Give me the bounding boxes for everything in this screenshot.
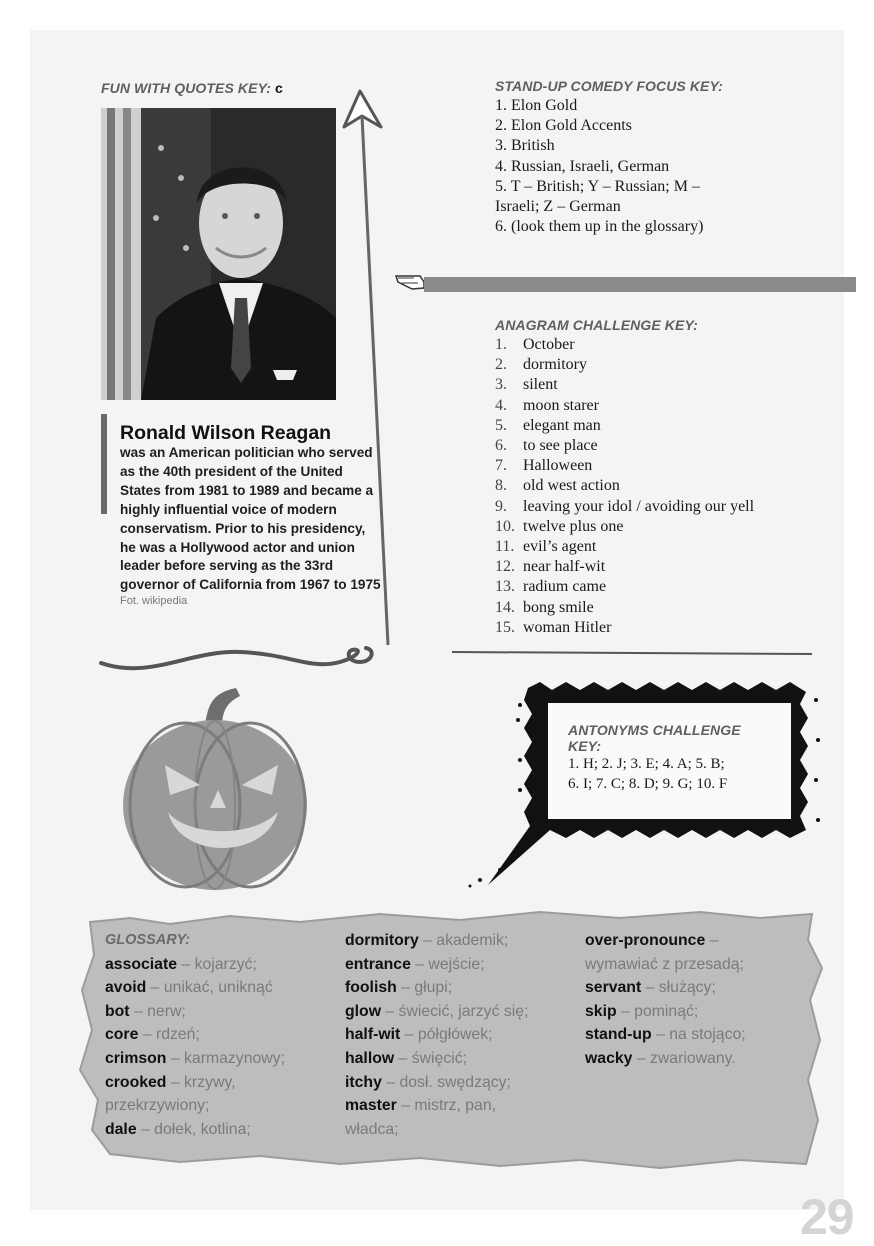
list-item-number: 14.: [495, 598, 515, 616]
anagram-key-label: ANAGRAM CHALLENGE KEY:: [495, 317, 698, 333]
standup-key-label: STAND-UP COMEDY FOCUS KEY:: [495, 78, 723, 94]
glossary-term: stand-up: [585, 1026, 652, 1044]
glossary-entry: [345, 1023, 575, 1047]
glossary-definition: przekrzywiony;: [105, 1097, 210, 1115]
glossary-term: dale: [105, 1120, 137, 1138]
glossary-term: wacky: [585, 1049, 633, 1067]
list-item-number: 8.: [495, 477, 507, 495]
glossary-entry: [105, 953, 335, 977]
glossary-definition: – święcić;: [394, 1049, 468, 1067]
glossary-entry: [105, 1118, 335, 1142]
antonyms-key-label-line2: KEY:: [568, 738, 602, 754]
list-item: [495, 476, 754, 496]
glossary-column-3: [585, 929, 805, 1071]
glossary-entry: [585, 929, 805, 953]
bio-text: was an American politician who served as the 40th president of the United States from 1981 to 1989 and became a highly influential voice of modern conservatism. Prior to his presidency, he was a Hollywood actor and union leader before serving as the 33rd governor of California from 1967 to 1975: [120, 445, 381, 593]
list-item: 4. Russian, Israeli, German: [495, 157, 670, 175]
list-item-number: 1.: [495, 336, 507, 353]
glossary-definition: – mistrz, pan,: [396, 1097, 497, 1115]
glossary-column-1: [105, 929, 335, 1141]
list-item: [495, 517, 754, 537]
glossary-definition: – unikać, uniknąć: [146, 979, 273, 997]
list-item-answer: Halloween: [523, 457, 593, 475]
list-item-number: 15.: [495, 618, 515, 636]
reagan-photo: [101, 108, 336, 400]
list-item-answer: evil’s agent: [523, 538, 597, 556]
glossary-definition: – rdzeń;: [138, 1026, 200, 1044]
glossary-label: GLOSSARY:: [105, 932, 191, 948]
anagram-key: [495, 317, 754, 638]
glossary-definition: –: [705, 932, 719, 949]
list-item: 3. British: [495, 137, 555, 155]
glossary-entry: [105, 1071, 335, 1095]
pointing-hand-icon: [396, 276, 424, 289]
antonyms-key-label-line1: ANTONYMS CHALLENGE: [568, 722, 741, 738]
list-item: [495, 375, 754, 395]
list-item: 1. Elon Gold: [495, 97, 578, 114]
list-item-answer: woman Hitler: [523, 618, 612, 636]
glossary-definition: – dołek, kotlina;: [136, 1120, 251, 1138]
reagan-bio: [101, 414, 381, 608]
list-item: [495, 396, 754, 416]
list-item: [495, 537, 754, 557]
glossary-entry: [345, 929, 575, 953]
glossary-entry: [105, 1000, 335, 1024]
glossary-term: foolish: [345, 979, 397, 997]
list-item-number: 2.: [495, 356, 507, 374]
glossary-definition: – dosł. swędzący;: [381, 1073, 511, 1091]
list-item: [495, 436, 754, 456]
list-item-answer: bong smile: [523, 598, 594, 616]
glossary-definition: – na stojąco;: [651, 1026, 746, 1044]
glossary-term: bot: [105, 1002, 130, 1020]
glossary-definition: – zwariowany.: [632, 1049, 736, 1067]
glossary-definition: – służący;: [641, 979, 716, 997]
list-item-answer: silent: [523, 376, 558, 394]
antonyms-answers-line2: 6. I; 7. C; 8. D; 9. G; 10. F: [568, 776, 728, 792]
list-item-answer: moon starer: [523, 396, 599, 414]
list-item-answer: near half-wit: [523, 558, 606, 576]
list-item-answer: to see place: [523, 437, 598, 455]
list-item-number: 12.: [495, 558, 515, 576]
list-item-number: 3.: [495, 376, 507, 394]
standup-list: [495, 96, 723, 237]
glossary-definition: – pominąć;: [616, 1002, 699, 1020]
glossary-definition: – głupi;: [396, 979, 453, 997]
glossary-definition: – nerw;: [129, 1002, 186, 1020]
list-item: [495, 557, 754, 577]
list-item-answer: October: [523, 336, 575, 353]
glossary-term: master: [345, 1097, 397, 1115]
pumpkin-illustration: [123, 688, 307, 890]
list-item: [495, 355, 754, 375]
list-item-number: 4.: [495, 396, 507, 414]
list-item: [495, 618, 754, 638]
glossary-definition: władca;: [345, 1120, 399, 1138]
glossary-entry: [345, 1118, 575, 1142]
glossary-entry: [345, 1094, 575, 1118]
quotes-key-answer: c: [275, 80, 283, 96]
anagram-separator: [452, 652, 812, 654]
glossary-entry: [345, 1000, 575, 1024]
glossary-entry: [105, 1023, 335, 1047]
glossary-definition: – wejście;: [410, 955, 485, 973]
glossary-entry: [345, 953, 575, 977]
list-item: [495, 456, 754, 476]
glossary-term: associate: [105, 955, 178, 973]
bio-name: Ronald Wilson Reagan: [120, 422, 332, 444]
glossary-term: core: [105, 1026, 139, 1044]
list-item-answer: elegant man: [523, 416, 601, 434]
glossary-definition: – karmazynowy;: [166, 1049, 285, 1067]
glossary-term: over-pronounce: [585, 932, 706, 949]
glossary-term: hallow: [345, 1049, 395, 1067]
glossary-entry: [585, 976, 805, 1000]
glossary-entry: [105, 1047, 335, 1071]
glossary-term: itchy: [345, 1073, 382, 1091]
photo-credit: Fot. wikipedia: [120, 595, 188, 608]
list-item-answer: leaving your idol / avoiding our yell: [523, 497, 755, 515]
bio-accent-bar: [101, 414, 107, 514]
list-item: 6. (look them up in the glossary): [495, 218, 704, 236]
list-item-answer: old west action: [523, 477, 620, 495]
glossary-entry: [345, 1071, 575, 1095]
glossary-term: glow: [345, 1002, 381, 1020]
decorative-swirl: [101, 648, 372, 668]
glossary-column-2: [345, 929, 575, 1141]
glossary-entry: [585, 1023, 805, 1047]
list-item-number: 5.: [495, 416, 507, 434]
list-item: [495, 577, 754, 597]
glossary-entry: [345, 1047, 575, 1071]
list-item-answer: dormitory: [523, 356, 587, 374]
glossary-entry: [105, 976, 335, 1000]
glossary-term: dormitory: [345, 932, 419, 949]
list-item-answer: radium came: [523, 578, 607, 596]
glossary-entry: [585, 1047, 805, 1071]
section-band: [424, 277, 856, 292]
list-item: [495, 416, 754, 436]
list-item-number: 13.: [495, 578, 515, 596]
glossary-entry: [105, 1094, 335, 1118]
anagram-list: [495, 335, 754, 638]
glossary-entry: [585, 953, 805, 977]
list-item: Israeli; Z – German: [495, 198, 621, 216]
list-item: [495, 598, 754, 618]
glossary-term: crimson: [105, 1049, 167, 1067]
glossary-definition: – akademik;: [418, 932, 509, 949]
glossary-entry: [345, 976, 575, 1000]
glossary-term: avoid: [105, 979, 147, 997]
list-item-number: 10.: [495, 517, 515, 535]
list-item-number: 11.: [495, 538, 515, 556]
list-item: 2. Elon Gold Accents: [495, 117, 632, 135]
glossary-term: servant: [585, 979, 642, 997]
glossary-term: half-wit: [345, 1026, 401, 1044]
glossary-definition: – świecić, jarzyć się;: [380, 1002, 529, 1020]
page-number: 29: [800, 1189, 854, 1245]
glossary-definition: wymawiać z przesadą;: [585, 955, 744, 973]
list-item-number: 9.: [495, 497, 507, 515]
quotes-key-label: FUN WITH QUOTES KEY:: [101, 80, 271, 96]
standup-key: [495, 78, 723, 237]
glossary-term: entrance: [345, 955, 411, 973]
glossary-term: skip: [585, 1002, 617, 1020]
list-item-number: 6.: [495, 437, 507, 455]
quotes-key: [101, 80, 283, 96]
list-item-number: 7.: [495, 457, 507, 475]
glossary-term: crooked: [105, 1073, 167, 1091]
antonyms-answers-line1: 1. H; 2. J; 3. E; 4. A; 5. B;: [568, 756, 725, 772]
list-item: [495, 497, 754, 517]
list-item-answer: twelve plus one: [523, 517, 624, 535]
glossary-definition: – krzywy,: [166, 1073, 236, 1091]
glossary-entry: [585, 1000, 805, 1024]
list-item: 5. T – British; Y – Russian; M –: [495, 177, 700, 195]
antonyms-key: [568, 722, 768, 794]
list-item: [495, 335, 754, 355]
glossary-definition: – kojarzyć;: [177, 955, 257, 973]
glossary-definition: – półgłówek;: [400, 1026, 493, 1044]
